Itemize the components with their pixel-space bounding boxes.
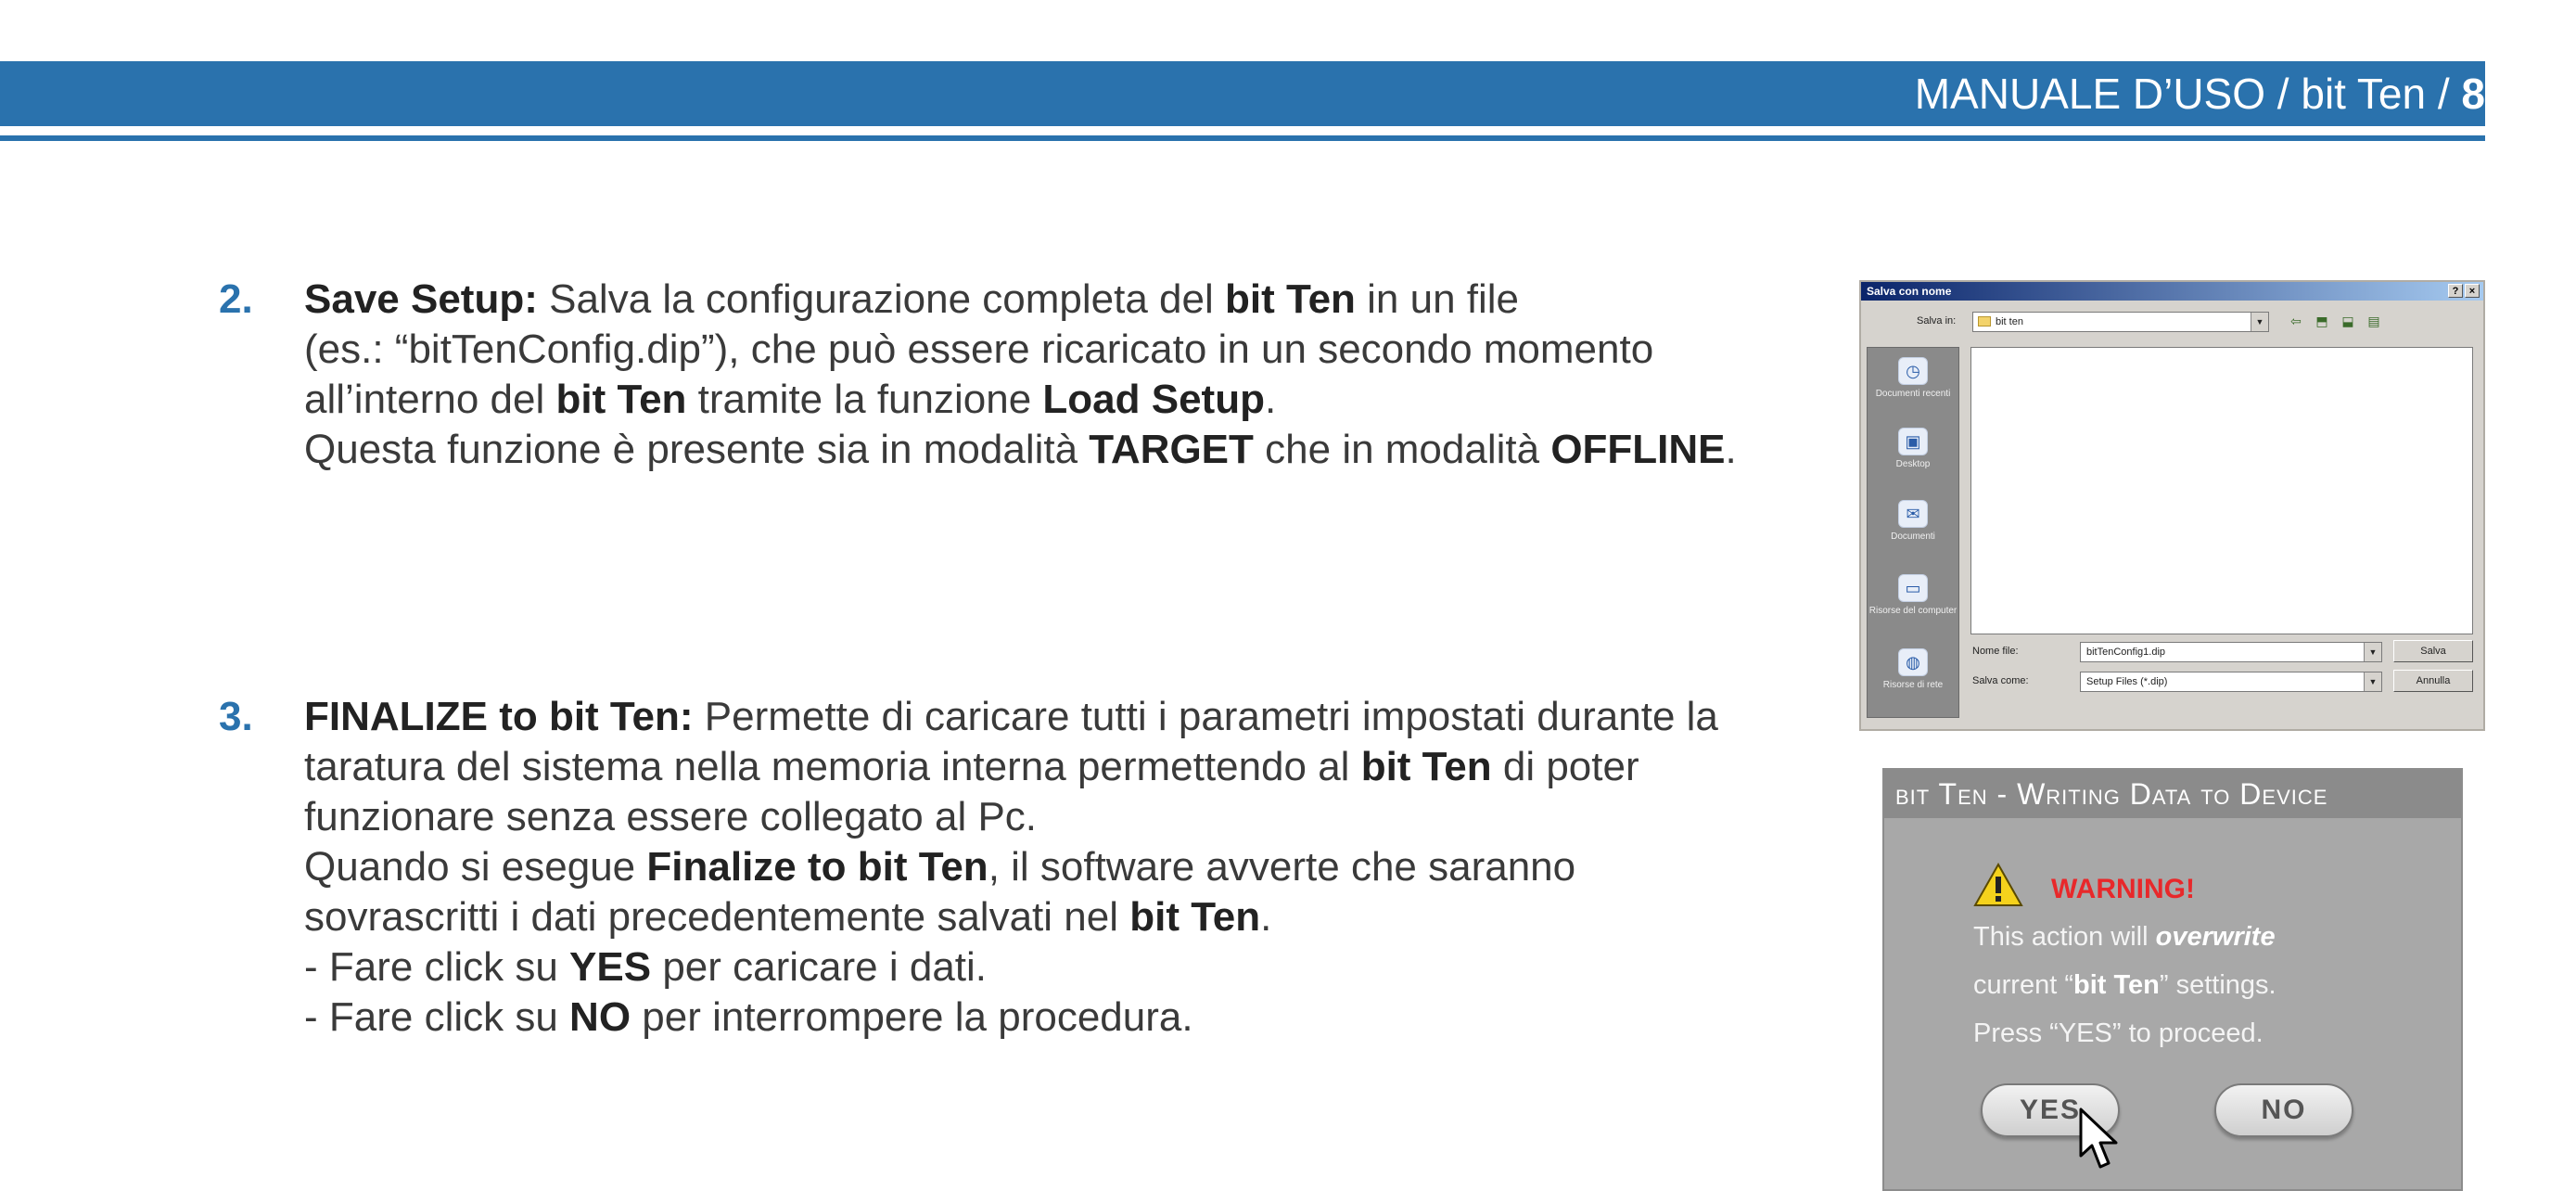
place-label: Risorse di rete <box>1882 680 1944 690</box>
save-in-value: bit ten <box>1996 316 2023 327</box>
save-in-select[interactable] <box>1972 312 2269 332</box>
text-line <box>304 742 2066 792</box>
list-number: 2. <box>219 276 253 322</box>
new-folder-icon[interactable]: ⬓ <box>2341 314 2354 328</box>
text-span: - Fare click su <box>304 994 570 1040</box>
text-span: This action will <box>1973 922 2156 952</box>
file-type-value: Setup Files (*.dip) <box>2086 676 2168 687</box>
page-number: 8 <box>2461 70 2485 118</box>
term-bit-ten: bit Ten <box>1224 276 1356 322</box>
text-span: ” settings. <box>2159 970 2276 1000</box>
text-line <box>304 892 2066 942</box>
text-span: che in modalità <box>1253 427 1551 472</box>
filename-label: Nome file: <box>1972 646 2019 657</box>
chevron-down-icon[interactable]: ▼ <box>2251 313 2268 331</box>
save-as-dialog <box>1859 280 2485 731</box>
mouse-cursor-icon <box>2077 1108 2123 1172</box>
header-rule <box>0 135 2485 141</box>
term-target: TARGET <box>1089 427 1254 472</box>
text-span: all’interno del <box>304 377 556 422</box>
text-line <box>304 275 2066 325</box>
filename-input[interactable] <box>2080 642 2382 662</box>
chevron-down-icon[interactable]: ▼ <box>2364 672 2381 691</box>
text-span: per caricare i dati. <box>651 944 988 990</box>
place-computer[interactable] <box>1868 574 1958 616</box>
list-item-body <box>304 275 2066 475</box>
list-item-body <box>304 692 2066 1043</box>
warning-dialog <box>1882 768 2463 1191</box>
titlebar-buttons <box>2448 284 2480 298</box>
text-line <box>304 325 2066 375</box>
text-line <box>304 942 2066 992</box>
dialog-title: Salva con nome <box>1867 285 1952 298</box>
term-finalize: FINALIZE to bit Ten: <box>304 694 694 739</box>
term-finalize-bit-ten: Finalize to bit Ten <box>646 844 988 890</box>
term-yes: YES <box>569 944 652 990</box>
text-span: - Fare click su <box>304 944 570 990</box>
chevron-down-icon[interactable]: ▼ <box>2364 643 2381 661</box>
text-line <box>304 842 2066 892</box>
warning-message-line <box>1973 970 2276 1001</box>
place-recent[interactable] <box>1868 357 1958 399</box>
text-span: . <box>1264 377 1277 422</box>
back-arrow-icon[interactable]: ⇦ <box>2290 314 2302 328</box>
documents-icon: ✉ <box>1898 500 1928 528</box>
close-button[interactable]: × <box>2465 284 2480 298</box>
computer-icon: ▭ <box>1898 574 1928 602</box>
text-span: di poter <box>1491 744 1639 789</box>
text-line <box>304 692 2066 742</box>
list-number: 3. <box>219 694 253 739</box>
place-label: Desktop <box>1895 459 1931 469</box>
header-title-text: MANUALE D’USO / bit Ten / <box>1914 70 2462 118</box>
text-span: . <box>1260 894 1272 940</box>
dialog-titlebar <box>1861 282 2483 301</box>
recent-docs-icon: ◷ <box>1898 357 1928 385</box>
warning-message-line <box>1973 922 2276 953</box>
place-label: Documenti <box>1891 531 1935 542</box>
term-load-setup: Load Setup <box>1042 377 1265 422</box>
text-span: Salva la configurazione completa del <box>537 276 1225 322</box>
file-type-label: Salva come: <box>1972 675 2029 686</box>
folder-icon <box>1978 316 1991 327</box>
text-span: Quando si esegue <box>304 844 647 890</box>
text-span: sovrascritti i dati precedentemente salvati nel <box>304 894 1130 940</box>
page-header-title <box>1915 61 2485 126</box>
term-offline: OFFLINE <box>1550 427 1726 472</box>
text-span: funzionare senza essere collegato al Pc. <box>304 794 1038 839</box>
view-menu-icon[interactable]: ▤ <box>2367 314 2380 328</box>
text-span: Permette di caricare tutti i parametri impostati durante la <box>693 694 1718 739</box>
network-icon: ◍ <box>1898 648 1928 676</box>
text-line <box>304 375 2066 425</box>
warning-message-line: Press “YES” to proceed. <box>1973 1018 2264 1048</box>
cancel-button[interactable]: Annulla <box>2393 670 2473 692</box>
place-label: Documenti recenti <box>1875 389 1951 399</box>
text-span: taratura del sistema nella memoria interna permettendo al <box>304 744 1361 789</box>
text-span: tramite la funzione <box>686 377 1043 422</box>
text-span: current “ <box>1973 970 2073 1000</box>
dialog-toolbar <box>2286 312 2384 330</box>
text-span: Questa funzione è presente sia in modalità <box>304 427 1090 472</box>
desktop-icon: ▣ <box>1898 428 1928 455</box>
place-label: Risorse del computer <box>1868 606 1958 616</box>
text-span: per interrompere la procedura. <box>631 994 1193 1040</box>
help-button[interactable]: ? <box>2448 284 2463 298</box>
place-desktop[interactable] <box>1868 428 1958 469</box>
save-button[interactable]: Salva <box>2393 640 2473 662</box>
text-line <box>304 992 2066 1043</box>
up-folder-icon[interactable]: ⬒ <box>2315 314 2328 328</box>
term-bit-ten: bit Ten <box>555 377 687 422</box>
text-line <box>304 792 2066 842</box>
place-documents[interactable] <box>1868 500 1958 542</box>
term-bit-ten: bit Ten <box>1129 894 1261 940</box>
yes-button[interactable]: YES <box>1981 1083 2120 1137</box>
text-line <box>304 425 2066 475</box>
term-no: NO <box>569 994 631 1040</box>
warning-icon <box>1973 863 2023 907</box>
save-in-label: Salva in: <box>1917 315 1957 327</box>
places-bar <box>1867 347 1959 718</box>
text-span: (es.: “bitTenConfig.dip”), che può essere ricaricato in un secondo momento <box>304 327 1654 372</box>
file-type-select[interactable] <box>2080 672 2382 692</box>
term-save-setup: Save Setup: <box>304 276 538 322</box>
warning-heading: WARNING! <box>2051 874 2195 904</box>
term-bit-ten: bit Ten <box>1360 744 1492 789</box>
filename-value: bitTenConfig1.dip <box>2086 647 2166 658</box>
term-bit-ten: bit Ten <box>2072 970 2160 1000</box>
file-list[interactable] <box>1970 347 2473 634</box>
text-span: . <box>1725 427 1737 472</box>
emphasis-overwrite: overwrite <box>2155 922 2276 952</box>
no-button[interactable]: NO <box>2214 1083 2353 1137</box>
text-span: , il software avverte che saranno <box>988 844 1576 890</box>
place-network[interactable] <box>1868 648 1958 690</box>
warning-dialog-title: bit Ten - Writing Data to Device <box>1884 770 2461 818</box>
text-span: in un file <box>1355 276 1520 322</box>
